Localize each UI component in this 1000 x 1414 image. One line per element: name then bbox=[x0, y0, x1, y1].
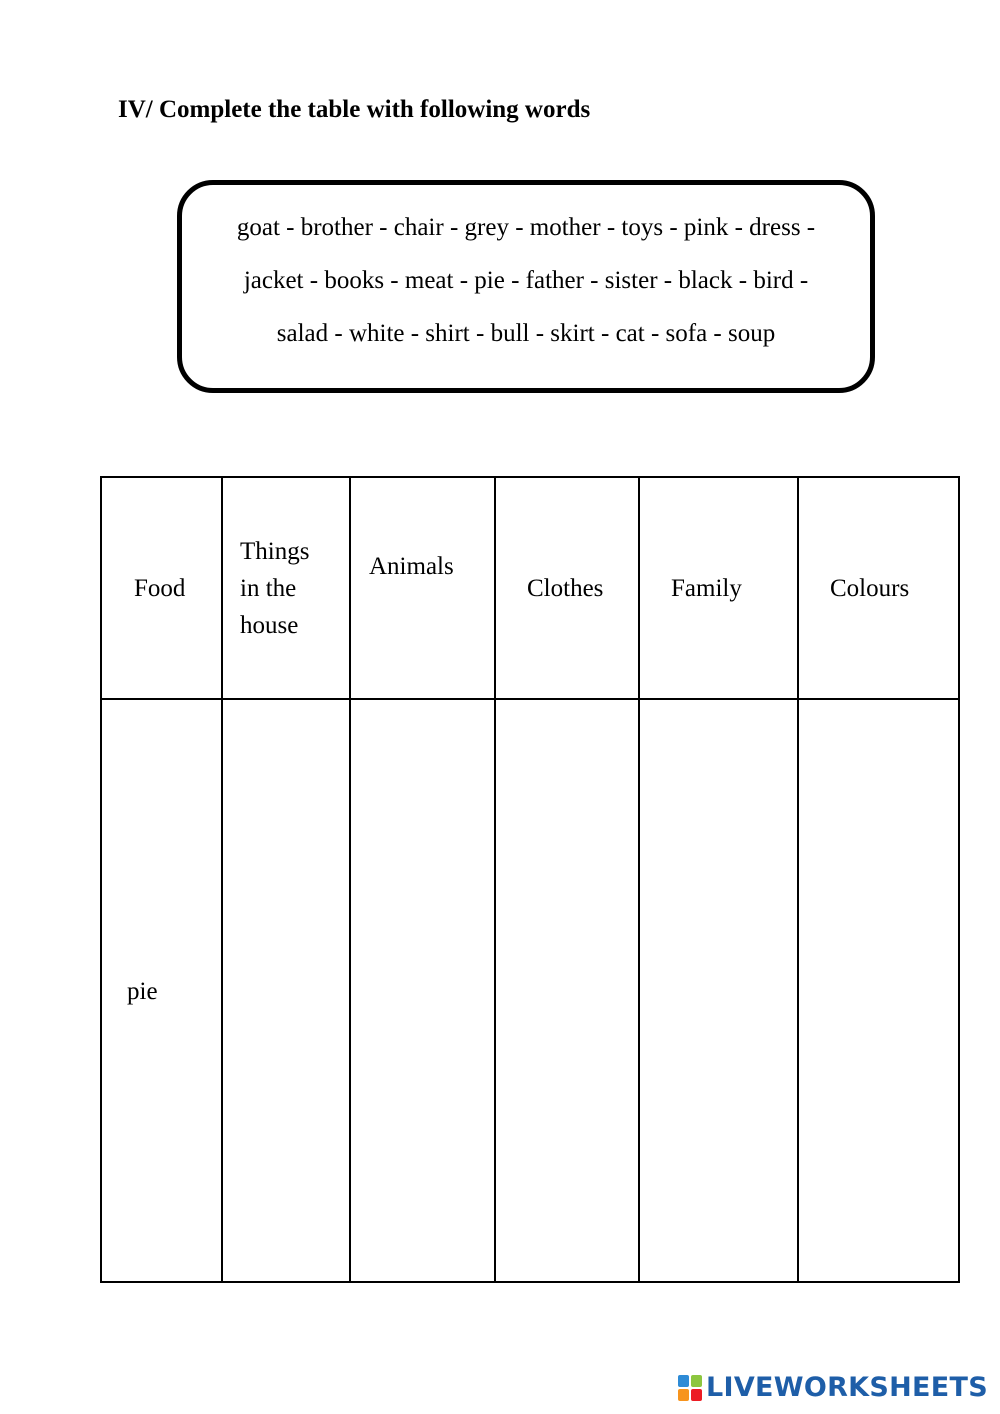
liveworksheets-wordmark: LIVEWORKSHEETS bbox=[705, 1372, 988, 1403]
header-clothes bbox=[495, 477, 639, 699]
word-bank-box bbox=[177, 180, 875, 393]
table-header-row bbox=[101, 477, 959, 699]
header-things-line: Things bbox=[240, 537, 310, 565]
header-family bbox=[639, 477, 798, 699]
header-food bbox=[101, 477, 222, 699]
word-bank-line: jacket - books - meat - pie - father - sister - black - bird - bbox=[243, 267, 809, 294]
category-table bbox=[100, 476, 960, 1283]
answer-cell-animals[interactable] bbox=[350, 699, 495, 1282]
word-bank-line: goat - brother - chair - grey - mother - toys - pink - dress - bbox=[236, 214, 816, 241]
answer-cell-family[interactable] bbox=[639, 699, 798, 1282]
header-colours-label: Colours bbox=[830, 574, 910, 602]
header-things-line: house bbox=[240, 611, 299, 639]
header-animals bbox=[350, 477, 495, 699]
answer-row bbox=[101, 699, 959, 1282]
header-things-in-the-house bbox=[222, 477, 350, 699]
header-food-label: Food bbox=[134, 574, 186, 602]
answer-cell-food[interactable] bbox=[101, 699, 222, 1282]
liveworksheets-logo-icon bbox=[678, 1375, 702, 1401]
header-family-label: Family bbox=[671, 574, 742, 602]
liveworksheets-brand bbox=[678, 1372, 988, 1403]
header-things-line: in the bbox=[240, 574, 297, 602]
header-colours bbox=[798, 477, 959, 699]
answer-cell-colours[interactable] bbox=[798, 699, 959, 1282]
header-animals-label: Animals bbox=[369, 553, 454, 580]
answer-cell-clothes[interactable] bbox=[495, 699, 639, 1282]
answer-cell-things[interactable] bbox=[222, 699, 350, 1282]
answer-food-text: pie bbox=[127, 978, 158, 1005]
exercise-heading: IV/ Complete the table with following words bbox=[118, 96, 591, 123]
word-bank-line: salad - white - shirt - bull - skirt - cat - sofa - soup bbox=[276, 320, 776, 347]
header-clothes-label: Clothes bbox=[527, 574, 604, 602]
